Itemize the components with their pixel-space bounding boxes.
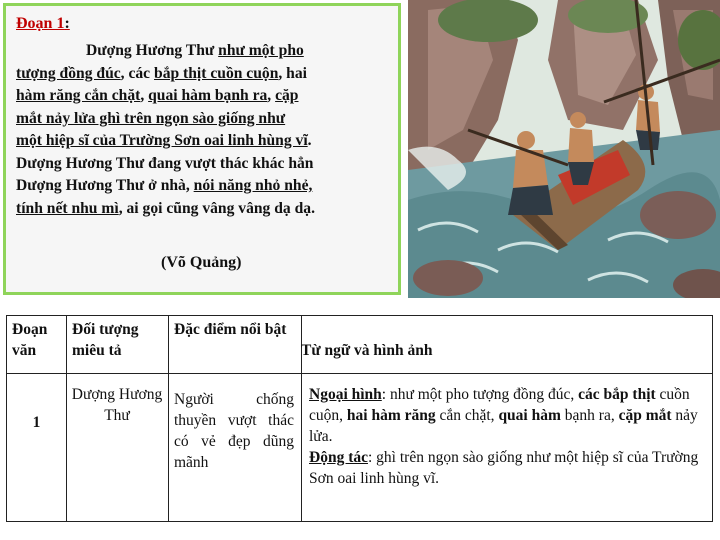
river-rapids-illustration	[408, 0, 720, 298]
header-feature: Đặc điểm nổi bật	[174, 321, 287, 338]
appearance-label: Ngoại hình	[309, 386, 382, 403]
action-label: Động tác	[309, 449, 368, 466]
header-words-images: Từ ngữ và hình ảnh	[301, 342, 433, 359]
header-subject: Đối tượng miêu tả	[72, 321, 139, 359]
passage-text: Dượng Hương Thư như một pho tượng đồng đúc, các bắp thịt cuồn cuộn, hai hàm răng cắn chặt, quai hàm bạnh ra, cặp mắt nảy lửa ghì trên ngọn sào giống như một hiệp sĩ của Trường Sơn oai linh hùng vĩ. Dượng Hương Thư đang vượt thác khác hẳn Dượng Hương Thư ở nhà, nói năng nhỏ nhẻ, tính nết nhu mì, ai gọi cũng vâng vâng dạ dạ.	[16, 42, 315, 217]
author-credit: (Võ Quảng)	[161, 254, 242, 271]
passage-box	[3, 3, 401, 295]
cell-feature: Người chống thuyền vượt thác có vẻ đẹp dũng mãnh	[174, 391, 294, 471]
cell-paragraph-number: 1	[32, 414, 41, 431]
cell-words-images: Ngoại hình: như một pho tượng đồng đúc, các bắp thịt cuồn cuộn, hai hàm răng cắn chặt, quai hàm bạnh ra, cặp mắt nảy lửa. Động tác: ghì trên ngọn sào giống như một hiệp sĩ của Trường Sơn oai linh hùng vĩ.	[309, 386, 699, 487]
header-paragraph: Đoạn văn	[12, 321, 48, 359]
analysis-table	[6, 315, 713, 522]
passage-heading: Đoạn 1:	[16, 15, 70, 32]
cell-subject: Dượng Hương Thư	[71, 386, 163, 424]
